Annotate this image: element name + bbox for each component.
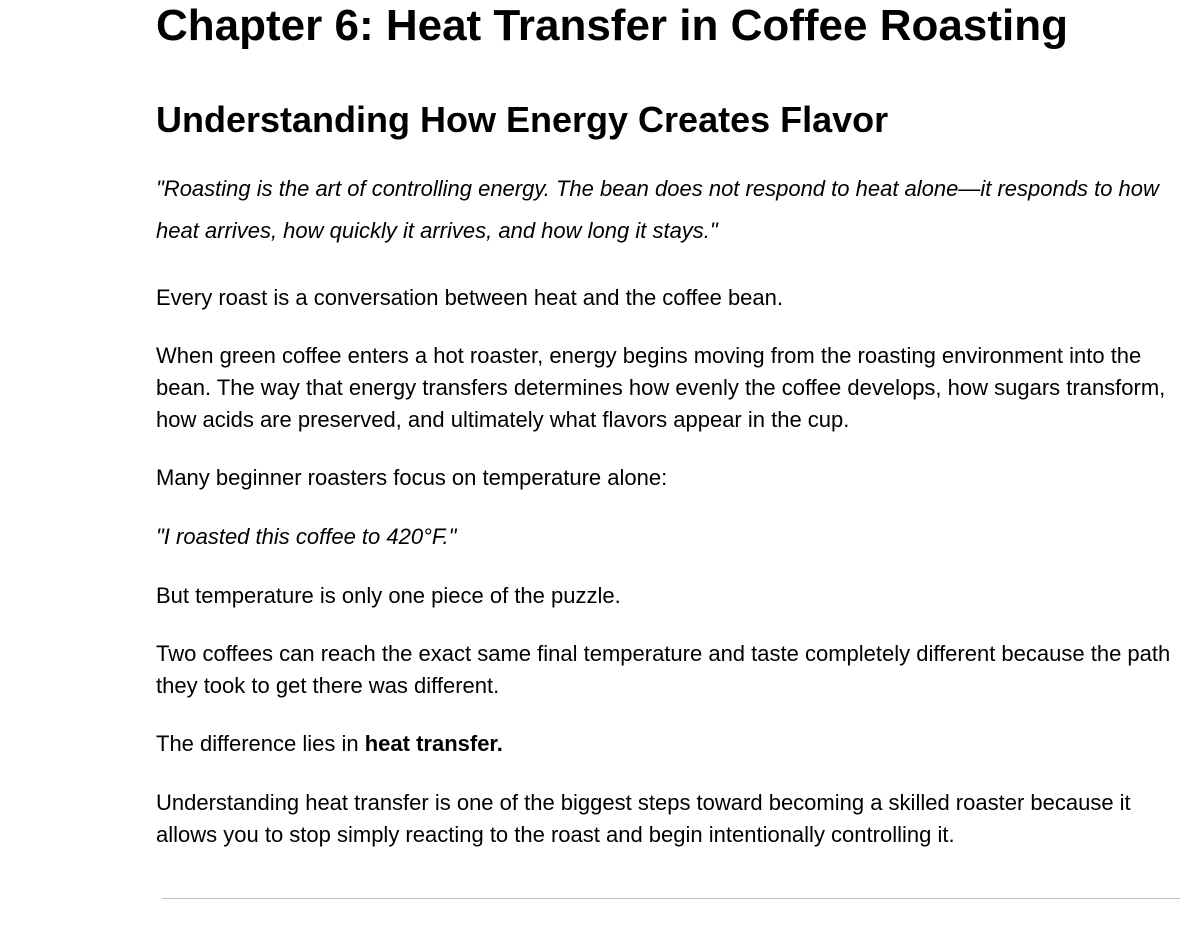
paragraph-intro: Every roast is a conversation between heat and the coffee bean. — [156, 285, 783, 310]
paragraph-energy-transfer: When green coffee enters a hot roaster, energy begins moving from the roasting environment into the bean. The way that energy transfers determines how evenly the coffee develops, how sugars transform, how acids are preserved, and ultimately what flavors appear in the cup. — [156, 343, 1166, 432]
paragraph-two-coffees: Two coffees can reach the exact same final temperature and taste completely different because the path they took to get there was different. — [156, 641, 1171, 698]
paragraph-temperature-focus: Many beginner roasters focus on temperature alone: — [156, 465, 668, 490]
epigraph-quote: "Roasting is the art of controlling energy. The bean does not respond to heat alone—it responds to how heat arrives, how quickly it arrives, and how long it stays." — [156, 176, 1159, 243]
paragraph-puzzle: But temperature is only one piece of the puzzle. — [156, 583, 621, 608]
paragraph-difference — [156, 728, 1186, 760]
paragraph-quote-example: "I roasted this coffee to 420°F." — [156, 524, 457, 549]
difference-emphasis: heat transfer. — [364, 731, 503, 756]
horizontal-divider — [162, 898, 1180, 899]
paragraph-closing: Understanding heat transfer is one of the biggest steps toward becoming a skilled roaster because it allows you to stop simply reacting to the roast and begin intentionally controlling it. — [156, 790, 1131, 847]
section-heading: Understanding How Energy Creates Flavor — [156, 99, 889, 140]
chapter-title: Chapter 6: Heat Transfer in Coffee Roasting — [156, 1, 1068, 50]
difference-prefix: The difference lies in — [156, 731, 365, 756]
